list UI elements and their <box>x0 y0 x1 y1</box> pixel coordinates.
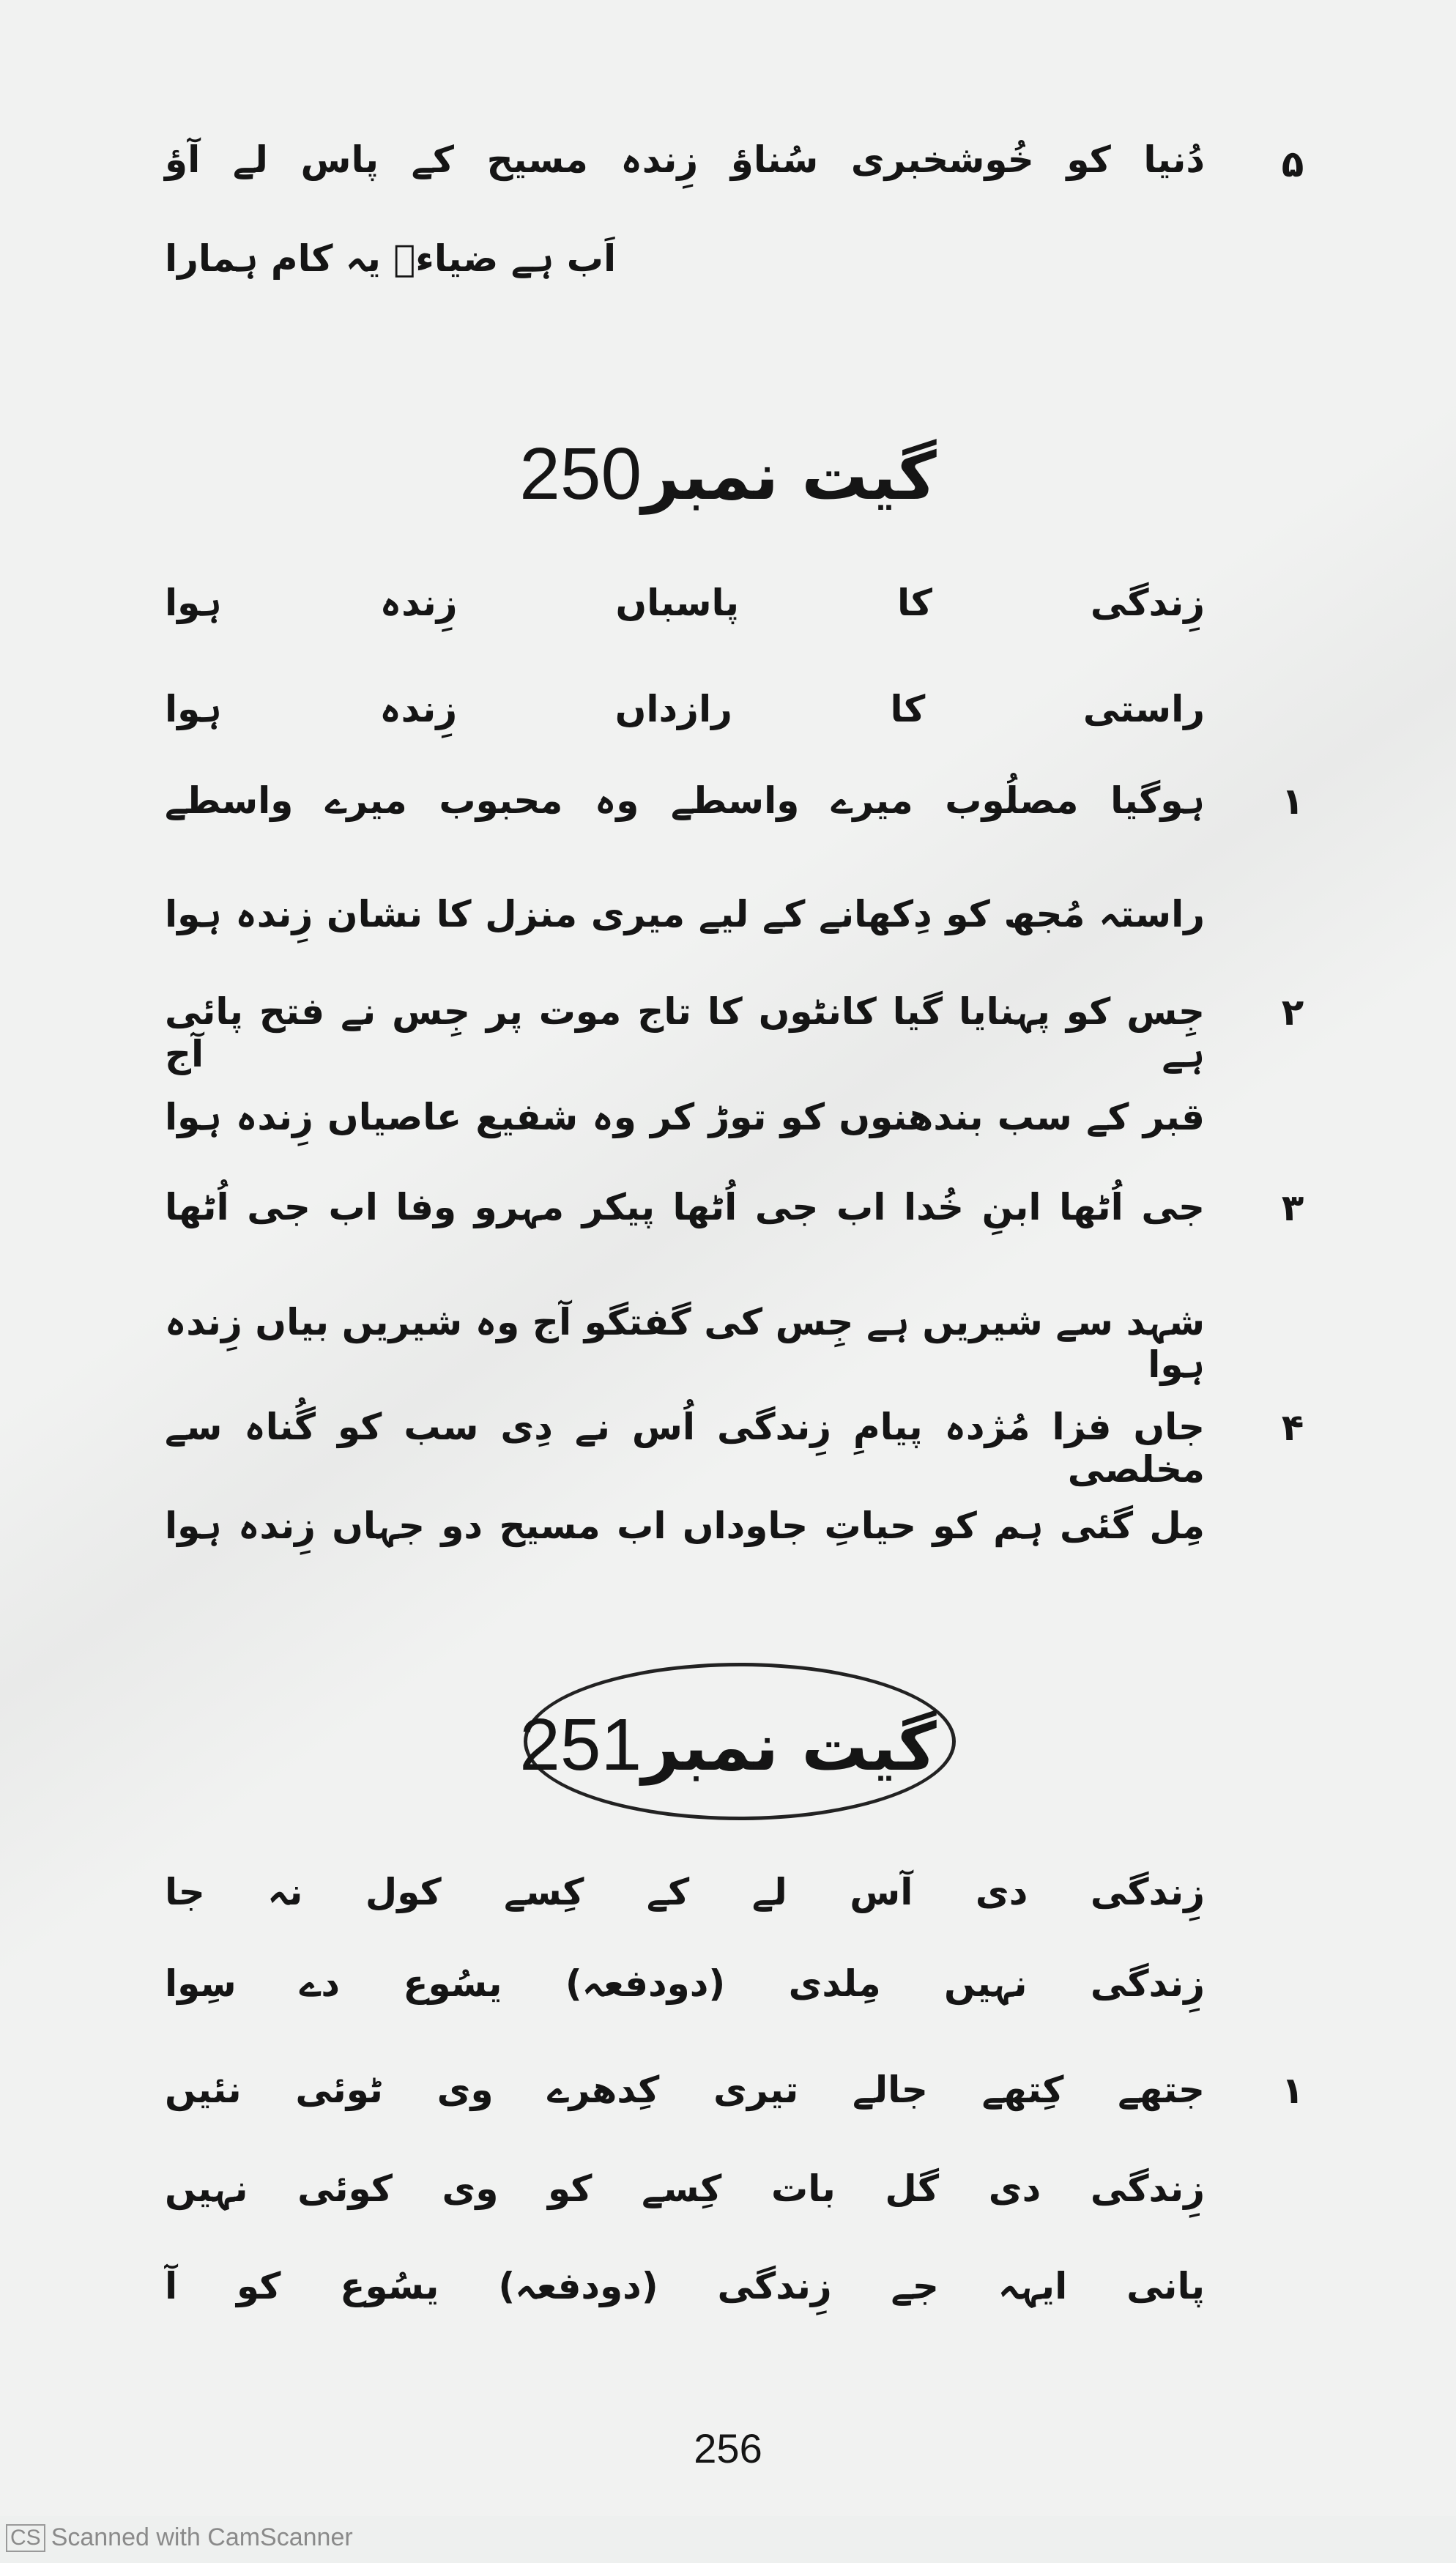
verse-line: شہد سے شیریں ہے جِس کی گفتگو آج وہ شیریں بیاں زِندہ ہوا <box>165 1301 1205 1386</box>
page-number: 256 <box>694 2425 762 2471</box>
chorus-line: زِندگی نہیں مِلدی (دودفعہ) یسُوع دے سِوا <box>165 1962 1205 2005</box>
verse-number: ۳ <box>1281 1187 1304 1229</box>
verse-line: جِس کو پہنایا گیا کانٹوں کا تاج موت پر جِس نے فتح پائی ہے آج <box>165 990 1205 1075</box>
verse-line: ہوگیا مصلُوب میرے واسطے وہ محبوب میرے واسطے <box>165 779 1205 822</box>
verse-number: ۱ <box>1281 2069 1304 2112</box>
verse-number: ۱ <box>1281 780 1304 823</box>
verse-line: جی اُٹھا ابنِ خُدا اب جی اُٹھا پیکر مہرو وفا اب جی اُٹھا <box>165 1186 1205 1228</box>
hymn-title-label: گیت نمبر <box>642 1709 937 1786</box>
verse-number: ۵ <box>1281 143 1304 185</box>
hymn-number: 250 <box>519 433 642 515</box>
hymn-title-251 <box>0 1703 1456 1787</box>
verse-number: ۲ <box>1281 991 1304 1034</box>
verse-line: پانی ایہہ جے زِندگی (دودفعہ) یسُوع کو آ <box>165 2265 1205 2307</box>
verse-line: راستہ مُجھ کو دِکھانے کے لیے میری منزل کا نشان زِندہ ہوا <box>165 893 1205 935</box>
verse-line: دُنیا کو خُوشخبری سُناؤ زِندہ مسیح کے پاس لے آؤ <box>165 138 1205 181</box>
hymn-number: 251 <box>519 1704 642 1786</box>
verse-line: جاں فزا مُژدہ پیامِ زِندگی اُس نے دِی سب کو گُناہ سے مخلصی <box>165 1406 1205 1491</box>
chorus-line: زِندگی کا پاسباں زِندہ ہوا <box>165 582 1205 624</box>
chorus-line: زِندگی دی آس لے کے کِسے کول نہ جا <box>165 1871 1205 1913</box>
verse-line: قبر کے سب بندھنوں کو توڑ کر وہ شفیع عاصیاں زِندہ ہوا <box>165 1096 1205 1138</box>
verse-number: ۴ <box>1281 1406 1304 1449</box>
verse-line: جتھے کِتھے جالے تیری کِدھرے وی ٹوئی نئیں <box>165 2069 1205 2111</box>
verse-line: زِندگی دی گل بات کِسے کو وی کوئی نہیں <box>165 2167 1205 2210</box>
hymn-title-250 <box>0 432 1456 516</box>
scanner-footer <box>6 2523 353 2552</box>
hymn-title-label: گیت نمبر <box>642 438 937 515</box>
chorus-line: راستی کا رازداں زِندہ ہوا <box>165 688 1205 730</box>
verse-line: اَب ہے ضیاءؔ یہ کام ہمارا <box>165 237 617 280</box>
camscanner-logo: CS <box>6 2524 45 2552</box>
verse-line: مِل گئی ہم کو حیاتِ جاوداں اب مسیح دو جہاں زِندہ ہوا <box>165 1505 1205 1547</box>
footer-text: Scanned with CamScanner <box>51 2523 353 2551</box>
